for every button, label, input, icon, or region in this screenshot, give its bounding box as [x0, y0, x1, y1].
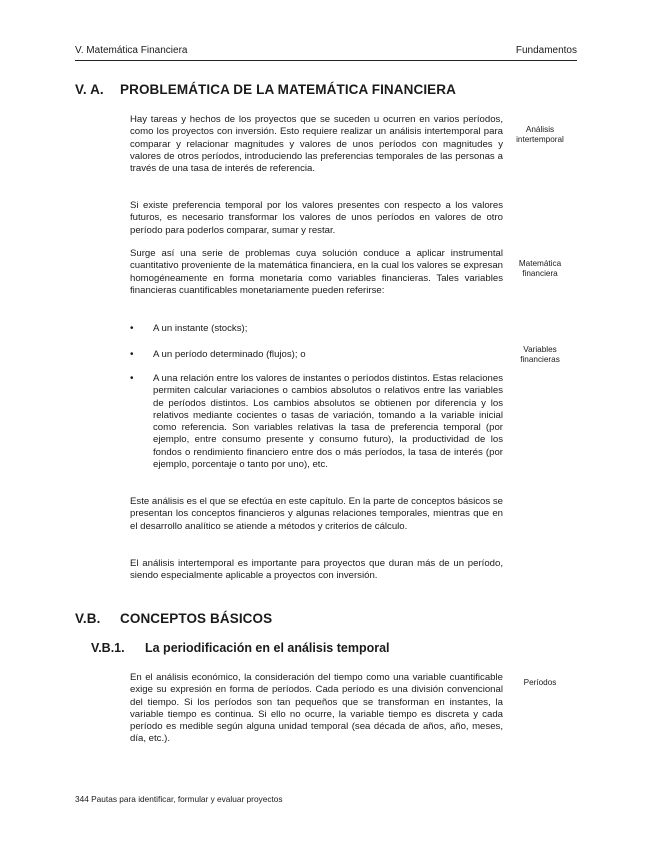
bullet-text: A una relación entre los valores de instantes o períodos distintos. Estas relaciones permiten calcular variaciones o cambios absolutos o relativos entre las variables de períodos distintos. Los cambios absolutos se obtienen por diferencia y los relativos mediante cocientes o tasas de variación, tomando a la variable inicial como referencia. Son variables relativas la tasa de preferencia temporal (por ejemplo, entre consumo presente y consumo futuro), la productividad de los fondos o rendimiento financiero entre dos o más períodos, la tasa de interés (por ejemplo, porcentaje o tanto por uno), etc. [153, 373, 503, 471]
bullet-dot: • [130, 349, 134, 360]
margin-note-periodos: Períodos [523, 678, 557, 687]
paragraph-4: Este análisis es el que se efectúa en este capítulo. En la parte de conceptos básicos se presentan los conceptos financieros y algunas relaciones temporales, mientras que en el desarrollo analítico se atiende a métodos y criterios de cálculo. [130, 496, 503, 532]
margin-note-matematica-financiera: Matemática financiera [518, 259, 562, 278]
bullet-text: A un período determinado (flujos); o [153, 349, 306, 360]
header-chapter: V. Matemática Financiera [75, 45, 188, 56]
margin-note-variables-financieras: Variables financieras [520, 345, 560, 364]
running-header [75, 44, 577, 61]
paragraph-2: Si existe preferencia temporal por los valores presentes con respecto a los valores futuros, es necesario transformar los valores de unos períodos en valores de otro período para poderlos comparar, sumar y restar. [130, 200, 503, 236]
bullet-text: A un instante (stocks); [153, 323, 248, 334]
section-title: PROBLEMÁTICA DE LA MATEMÁTICA FINANCIERA [120, 82, 456, 97]
subsection-number: V.B.1. [91, 641, 125, 655]
section-heading-vb [75, 611, 272, 626]
paragraph-6: En el análisis económico, la consideración del tiempo como una variable cuantificable exige su expresión en forma de períodos. Cada período es una división convencional del tiempo. Si los períodos son tan pequeños que se transforman en instantes, la variable tiempo es continua. Si ello no ocurre, la variable tiempo es discreta y cada período es medible según alguna unidad temporal (sea década de años, año, meses, día, etc.). [130, 672, 503, 745]
bullet-dot: • [130, 373, 134, 384]
subsection-title: La periodificación en el análisis temporal [145, 641, 390, 655]
paragraph-3: Surge así una serie de problemas cuya solución conduce a aplicar instrumental cuantitativo proveniente de la matemática financiera, en la cual los valores se expresan homogéneamente en forma monetaria como variables financieras. Tales variables financieras cuantificables monetariamente pueden referirse: [130, 248, 503, 296]
header-section: Fundamentos [515, 45, 577, 56]
margin-note-analisis-intertemporal: Análisis intertemporal [516, 125, 564, 144]
section-heading-va [75, 82, 456, 97]
paragraph-5: El análisis intertemporal es importante para proyectos que duran más de un período, siendo especialmente aplicable a proyectos con inversión. [130, 558, 503, 582]
section-number: V. A. [75, 82, 104, 97]
paragraph-1: Hay tareas y hechos de los proyectos que se suceden u ocurren en varios períodos, como los proyectos con inversión. Esto requiere realizar un análisis intertemporal para comparar y relacionar magnitudes y valores de unos períodos con magnitudes y valores de otros períodos, introduciendo las preferencias temporales de las personas a través de una tasa de interés de referencia. [130, 114, 503, 175]
subsection-heading-vb1 [91, 641, 390, 655]
bullet-dot: • [130, 323, 134, 334]
section-number: V.B. [75, 611, 101, 626]
section-title: CONCEPTOS BÁSICOS [120, 611, 273, 626]
page-footer: 344 Pautas para identificar, formular y evaluar proyectos [75, 794, 283, 804]
